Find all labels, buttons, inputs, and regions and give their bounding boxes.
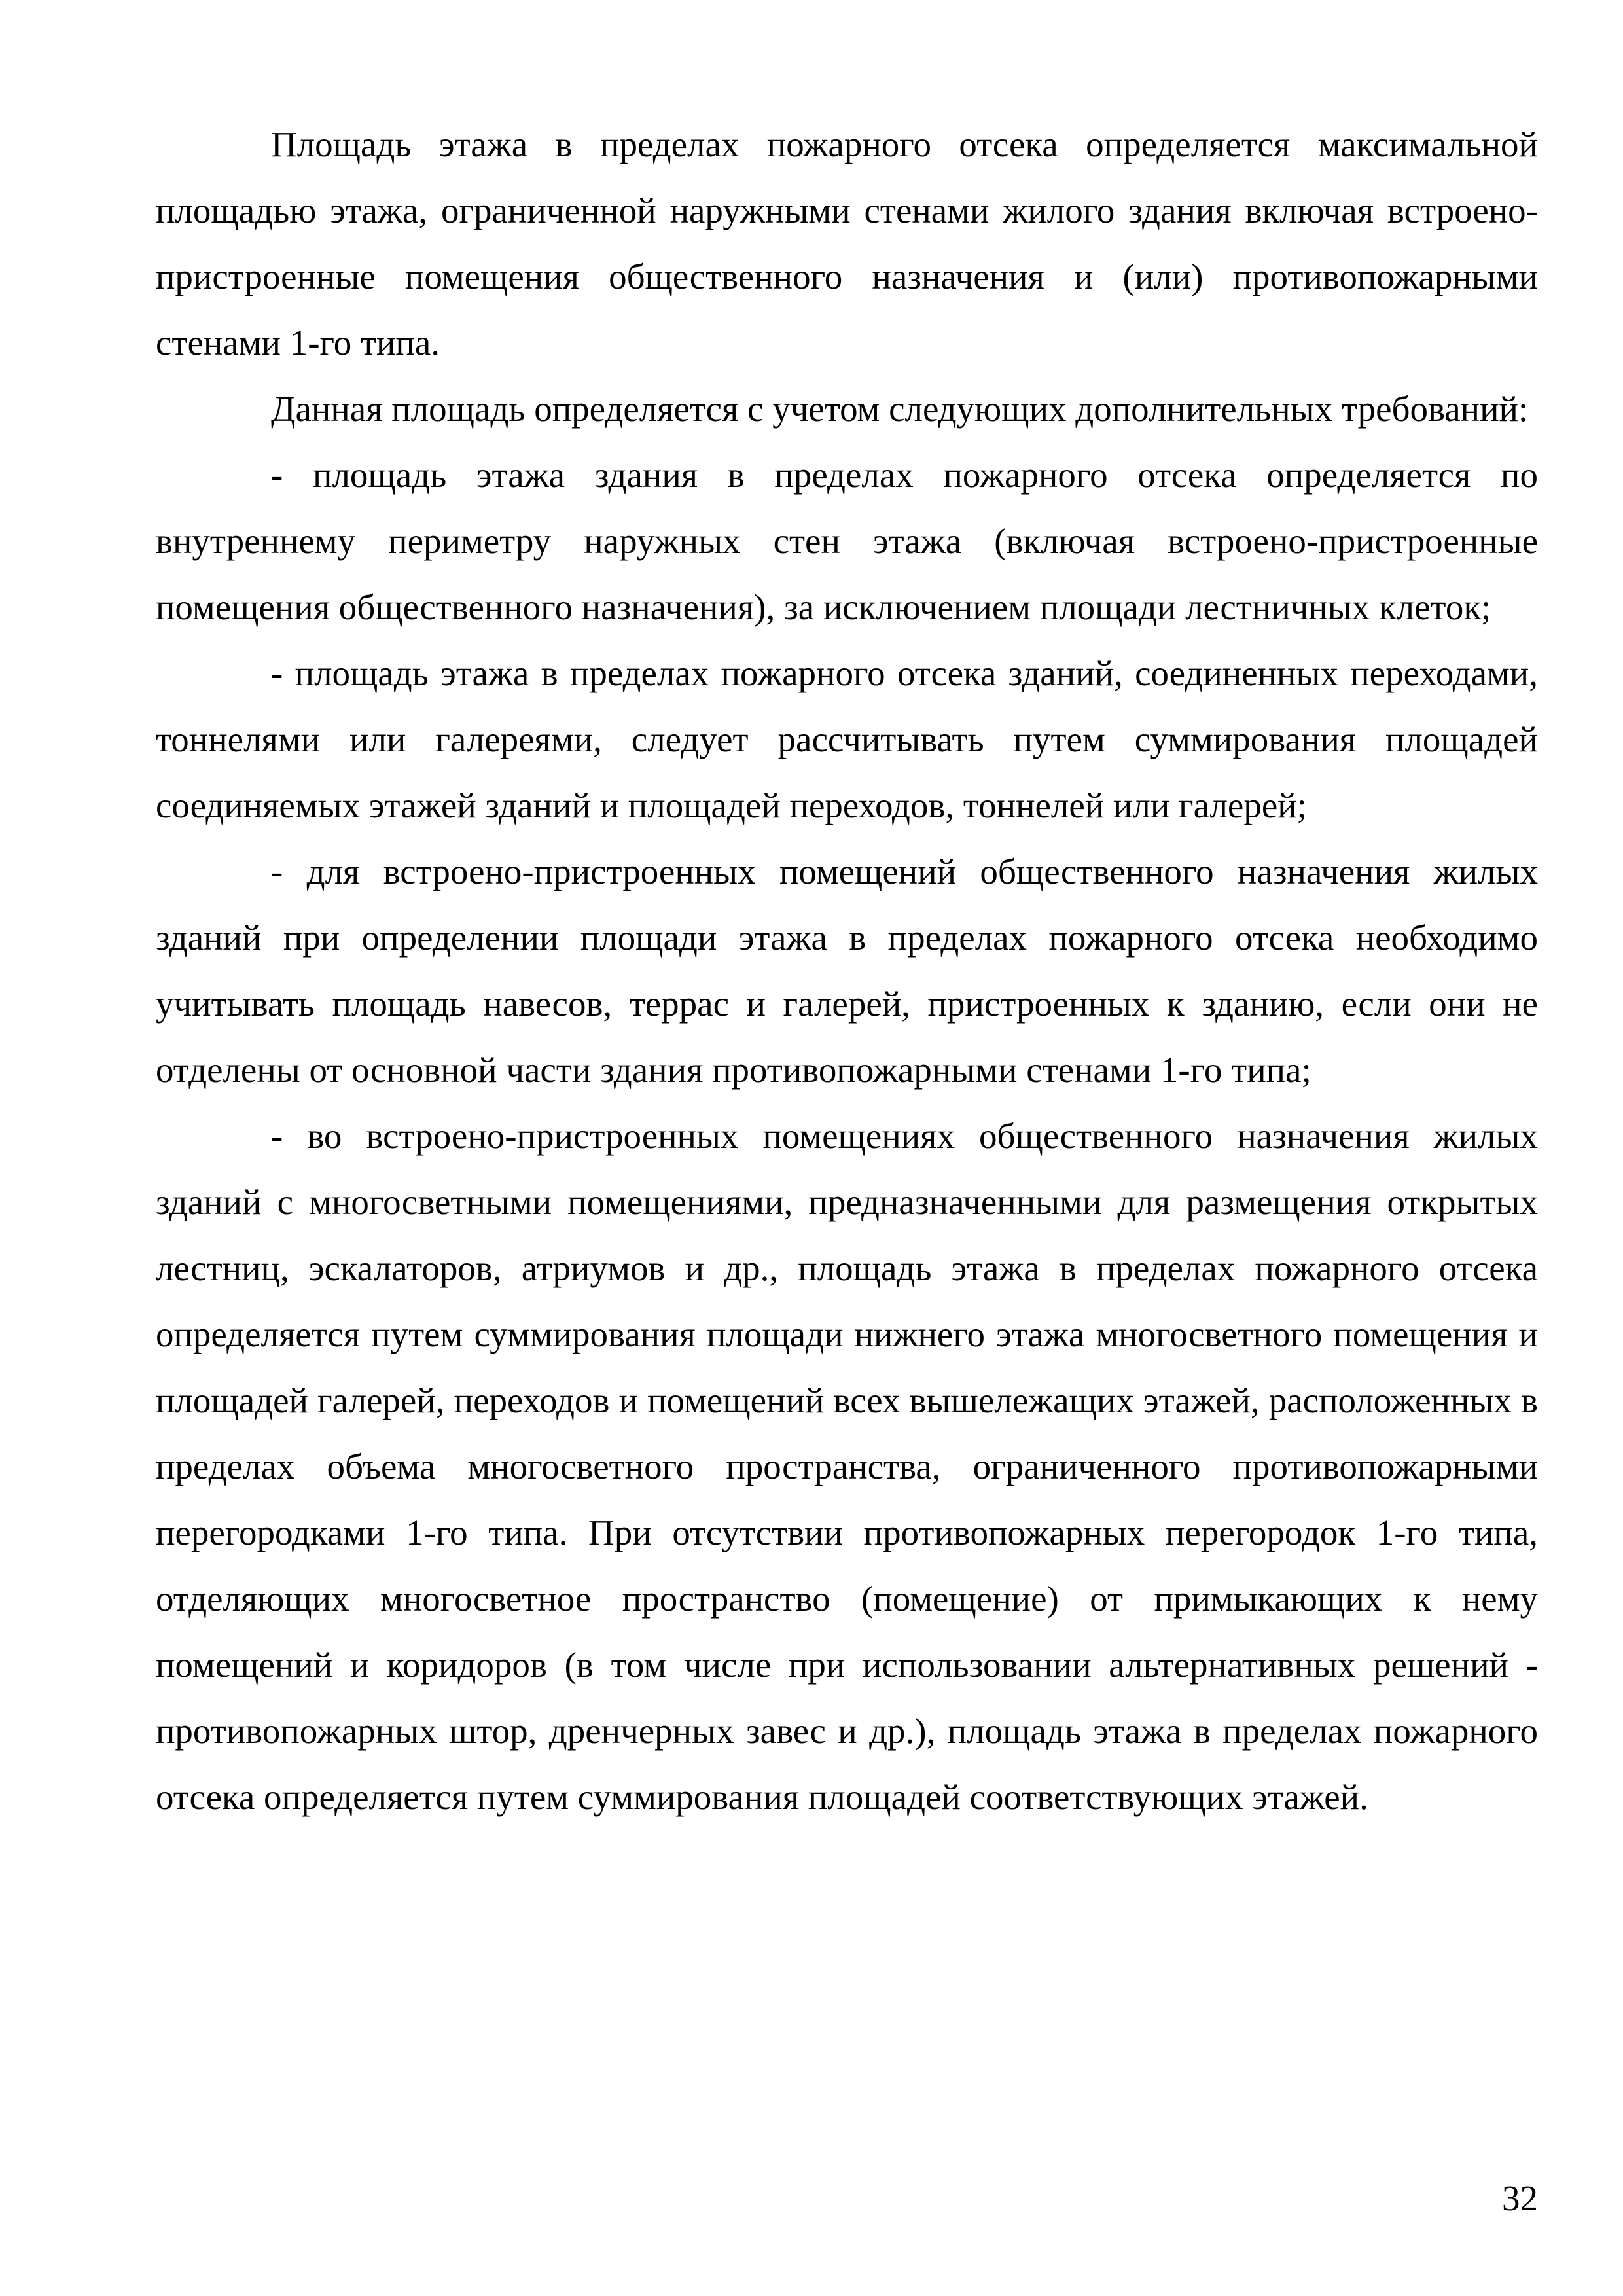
paragraph-additional-requirements: Данная площадь определяется с учетом следующих дополнительных требований: xyxy=(271,389,1529,429)
list-item-inner-perimeter: - площадь этажа здания в пределах пожарного отсека определяется по внутреннему периметру наружных стен этажа (включая встроено-пристроенные помещения общественного назначения), за исключением площади лестничных клеток; xyxy=(156,455,1538,627)
list-item-canopies-terraces: - для встроено-пристроенных помещений общественного назначения жилых зданий при определении площади этажа в пределах пожарного отсека необходимо учитывать площадь навесов, террас и галерей, пристроенных к зданию, если они не отделены от основной части здания противопожарными стенами 1-го типа; xyxy=(156,852,1538,1090)
paragraph-floor-area-definition: Площадь этажа в пределах пожарного отсека определяется максимальной площадью этажа, ограниченной наружными стенами жилого здания включая встроено-пристроенные помещения общественного назначения и (или) противопожарными стенами 1-го типа. xyxy=(156,124,1538,363)
page-number: 32 xyxy=(1502,2178,1538,2218)
list-item-multi-light-spaces: - во встроено-пристроенных помещениях общественного назначения жилых зданий с многосветными помещениями, предназначенными для размещения открытых лестниц, эскалаторов, атриумов и др., площадь этажа в пределах пожарного отсека определяется путем суммирования площади нижнего этажа многосветного помещения и площадей галерей, переходов и помещений всех вышележащих этажей, расположенных в пределах объема многосветного пространства, ограниченного противопожарными перегородками 1-го типа. При отсутствии противопожарных перегородок 1-го типа, отделяющих многосветное пространство (помещение) от примыкающих к нему помещений и коридоров (в том числе при использовании альтернативных решений - противопожарных штор, дренчерных завес и др.), площадь этажа в пределах пожарного отсека определяется путем суммирования площадей соответствующих этажей. xyxy=(156,1116,1538,1817)
page-body xyxy=(156,111,1538,1830)
list-item-connected-buildings: - площадь этажа в пределах пожарного отсека зданий, соединенных переходами, тоннелями или галереями, следует рассчитывать путем суммирования площадей соединяемых этажей зданий и площадей переходов, тоннелей или галерей; xyxy=(156,653,1538,825)
